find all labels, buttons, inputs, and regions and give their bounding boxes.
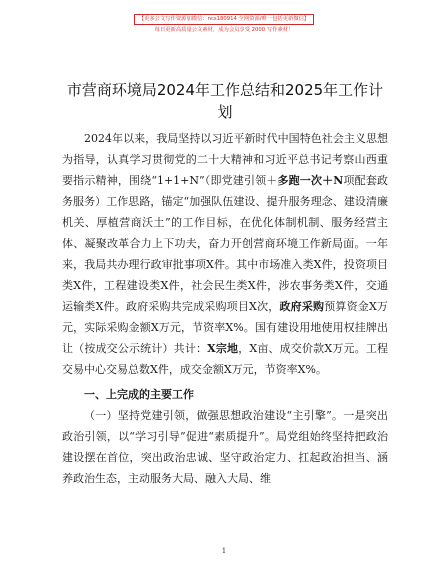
intro-text-2: 项配套政务服务）工作思路，锚定“加强队伍建设、提升服务理念、建设清廉机关、厚植营商沃土”的工作目标，在优化体制机制、服务经营主体、凝聚改革合力上下功夫，奋力开创营商环境工作新局面。一年来，我局共办理行政审批事项X件。其中市场准入类X件，投资项目类X件，工程建设类X件，社会民生类X件，涉农事务类X件，交通运输类X件。政府采购共完成采购项目X次， — [62, 174, 389, 313]
intro-bold-2: 政府采购 — [279, 300, 325, 313]
section-heading: 一、上完成的主要工作 — [84, 388, 194, 401]
intro-text-1: 2024年以来，我局坚持以习近平新时代中国特色社会主义思想为指导，认真学习贯彻党的二十大精神和习近平总书记考察山西重要指示精神，围绕“1+1+N”（即党建引领＋ — [62, 132, 388, 187]
promo-banner-line1: 【更多公文写作资源加微信：ncs180914 全网资源/唯一包括更新微信】 — [134, 14, 314, 25]
intro-bold-1: 多跑一次＋N — [277, 174, 344, 187]
page-number: 1 — [221, 547, 227, 555]
intro-paragraph — [62, 128, 388, 380]
promo-banner-line2: 每日更新高质量公文素材，成为会员享受 2000 写作素材！ — [154, 27, 294, 33]
document-title: 市营商环境局2024年工作总结和2025年工作计划 — [66, 81, 384, 121]
promo-banner — [0, 5, 448, 34]
document-body — [62, 128, 388, 489]
intro-text-3: 预算资金X万元，实际采购金额X万元，节资率X%。国有建设用地使用权挂牌出让（按成交公示统计）共计： — [62, 300, 388, 355]
section-paragraph: （一）坚持党建引领，做强思想政治建设“主引擎”。一是突出政治引领，以“学习引导”促进“素质提升”。局党组始终坚持把政治建设摆在首位，突出政治忠诚、坚守政治定力、扛起政治担当、涵养政治生态，主动服务大局、融入大局、维 — [62, 409, 388, 485]
intro-text-4: ，X亩、成交价款X万元。工程交易中心交易总数X件，成交金额X万元，节资率X%。 — [62, 342, 388, 376]
intro-bold-3: X宗地 — [207, 342, 239, 355]
